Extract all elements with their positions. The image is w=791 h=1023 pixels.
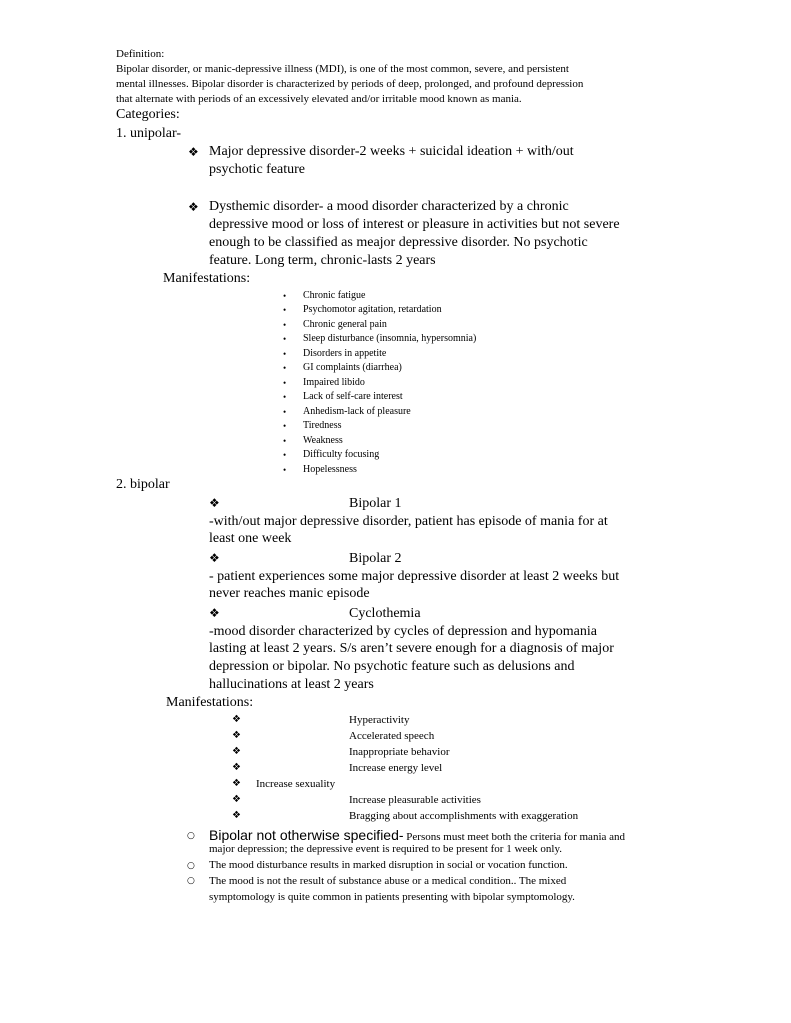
unipolar-item-line: depressive mood or loss of interest or pleasure in activities but not severe <box>209 217 620 232</box>
bullet-dot-icon: • <box>283 305 287 315</box>
nos-title: Bipolar not otherwise specified- <box>209 827 404 843</box>
unipolar-item-line: Dysthemic disorder- a mood disorder characterized by a chronic <box>209 199 569 214</box>
circle-bullet-icon: ○ <box>187 831 195 841</box>
bipolar-heading: 2. bipolar <box>116 477 170 492</box>
bullet-dot-icon: • <box>283 436 287 446</box>
bipolar-type-line: -mood disorder characterized by cycles of depression and hypomania <box>209 624 597 639</box>
nos-text: Persons must meet both the criteria for mania and <box>403 831 626 843</box>
diamond-bullet-icon: ❖ <box>209 496 220 510</box>
definition-line: mental illnesses. Bipolar disorder is characterized by periods of deep, prolonged, and profound depression <box>116 78 584 90</box>
bullet-dot-icon: • <box>283 407 287 417</box>
nos-line: major depression; the depressive event is required to be present for 1 week only. <box>209 843 563 855</box>
nos-extra-line: The mood disturbance results in marked disruption in social or vocation function. <box>209 859 568 871</box>
unipolar-item-line: enough to be classified as meajor depressive disorder. No psychotic <box>209 235 588 250</box>
diamond-bullet-icon: ❖ <box>232 778 241 789</box>
diamond-bullet-icon: ❖ <box>209 606 220 620</box>
diamond-bullet-icon: ❖ <box>209 551 220 565</box>
bullet-dot-icon: • <box>283 392 287 402</box>
unipolar-item-line: Major depressive disorder-2 weeks + suicidal ideation + with/out <box>209 144 574 159</box>
manifestation-item: Difficulty focusing <box>303 449 380 460</box>
unipolar-manifestations-heading: Manifestations: <box>163 271 251 286</box>
definition-line: Bipolar disorder, or manic-depressive illness (MDI), is one of the most common, severe, and persistent <box>116 63 569 75</box>
manifestation-item: Lack of self-care interest <box>303 391 403 402</box>
bullet-dot-icon: • <box>283 363 287 373</box>
bullet-dot-icon: • <box>283 349 287 359</box>
bipolar-type-line: -with/out major depressive disorder, patient has episode of mania for at <box>209 514 608 529</box>
manifestation-item: Disorders in appetite <box>303 348 387 359</box>
manifestation-item: Chronic fatigue <box>303 290 366 301</box>
diamond-bullet-icon: ❖ <box>232 794 241 805</box>
manifestation-item: GI complaints (diarrhea) <box>303 362 402 373</box>
bullet-dot-icon: • <box>283 421 287 431</box>
bipolar-manifestations-heading: Manifestations: <box>166 695 254 710</box>
bullet-dot-icon: • <box>283 320 287 330</box>
diamond-bullet-icon: ❖ <box>188 200 199 214</box>
diamond-bullet-icon: ❖ <box>232 730 241 741</box>
bullet-dot-icon: • <box>283 378 287 388</box>
manifestation-item: Bragging about accomplishments with exaggeration <box>349 810 579 822</box>
categories-heading: Categories: <box>116 107 180 122</box>
circle-bullet-icon: ○ <box>187 876 195 886</box>
bullet-dot-icon: • <box>283 465 287 475</box>
manifestation-item: Hopelessness <box>303 464 357 475</box>
bipolar-type-line: - patient experiences some major depressive disorder at least 2 weeks but <box>209 569 620 584</box>
bipolar-type-line: hallucinations at least 2 years <box>209 677 374 692</box>
bullet-dot-icon: • <box>283 450 287 460</box>
bipolar-type-title: Bipolar 1 <box>349 496 402 511</box>
manifestation-item: Increase energy level <box>349 762 443 774</box>
nos-extra-line: The mood is not the result of substance abuse or a medical condition.. The mixed <box>209 875 567 887</box>
manifestation-item: Inappropriate behavior <box>349 746 450 758</box>
manifestation-item: Increase pleasurable activities <box>349 794 481 806</box>
diamond-bullet-icon: ❖ <box>188 145 199 159</box>
diamond-bullet-icon: ❖ <box>232 746 241 757</box>
manifestation-item: Psychomotor agitation, retardation <box>303 304 442 315</box>
manifestation-item: Chronic general pain <box>303 319 387 330</box>
manifestation-item: Impaired libido <box>303 377 365 388</box>
manifestation-item: Weakness <box>303 435 343 446</box>
definition-line: that alternate with periods of an excessively elevated and/or irritable mood known as mania. <box>116 93 522 105</box>
nos-line <box>209 828 625 844</box>
definition-heading: Definition: <box>116 48 165 60</box>
bipolar-type-line: never reaches manic episode <box>209 586 370 601</box>
manifestation-item: Accelerated speech <box>349 730 435 742</box>
bipolar-type-title: Cyclothemia <box>349 606 421 621</box>
bullet-dot-icon: • <box>283 334 287 344</box>
bipolar-type-title: Bipolar 2 <box>349 551 402 566</box>
manifestation-item: Increase sexuality <box>256 778 336 790</box>
unipolar-item-line: psychotic feature <box>209 162 306 177</box>
manifestation-item: Anhedism-lack of pleasure <box>303 406 411 417</box>
diamond-bullet-icon: ❖ <box>232 714 241 725</box>
diamond-bullet-icon: ❖ <box>232 810 241 821</box>
manifestation-item: Tiredness <box>303 420 342 431</box>
bipolar-type-line: depression or bipolar. No psychotic feature such as delusions and <box>209 659 575 674</box>
bipolar-type-line: least one week <box>209 531 292 546</box>
nos-extra-line: symptomology is quite common in patients presenting with bipolar symptomology. <box>209 891 575 903</box>
unipolar-heading: 1. unipolar- <box>116 126 182 141</box>
bipolar-type-line: lasting at least 2 years. S/s aren’t severe enough for a diagnosis of major <box>209 641 614 656</box>
unipolar-item-line: feature. Long term, chronic-lasts 2 years <box>209 253 436 268</box>
circle-bullet-icon: ○ <box>187 861 195 871</box>
manifestation-item: Hyperactivity <box>349 714 410 726</box>
bullet-dot-icon: • <box>283 291 287 301</box>
diamond-bullet-icon: ❖ <box>232 762 241 773</box>
manifestation-item: Sleep disturbance (insomnia, hypersomnia) <box>303 333 477 344</box>
